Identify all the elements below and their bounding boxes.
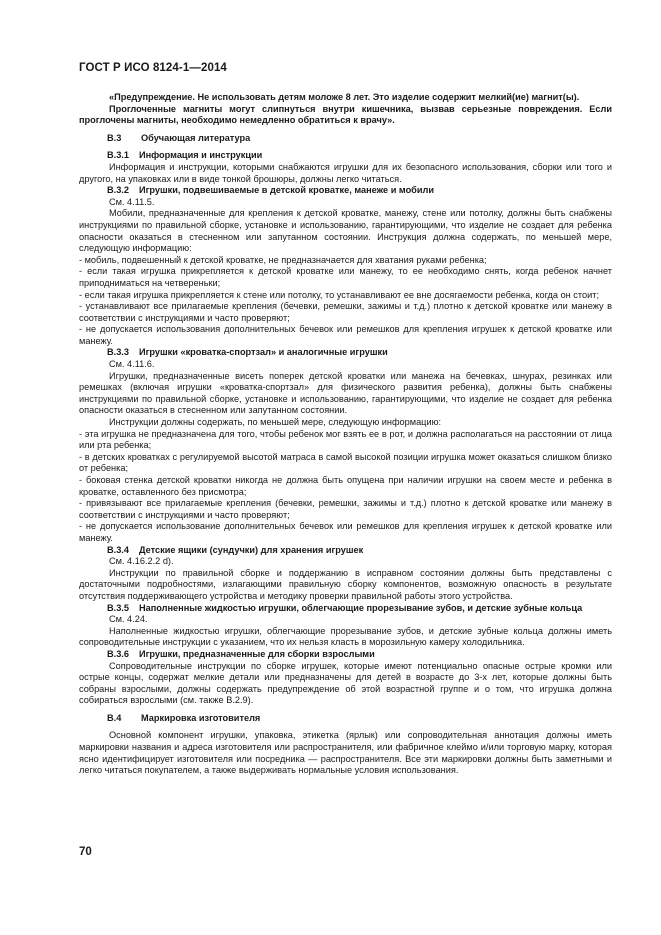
section-b3-heading xyxy=(107,133,612,145)
list-item: - привязывают все прилагаемые крепления (бечевки, ремешки, зажимы и т.д.) плотно к детской кроватке или манежу в соответствии с инструкциями и часто проверяют; xyxy=(79,498,612,520)
paragraph: Мобили, предназначенные для крепления к детской кроватке, манежу, стене или потолку, должны быть снабжены инструкциями по правильной сборке, установке и использованию, гарантирующими, что изделие не создает для ребенка опасности оказаться в стесненном или запутанном состоянии. Инструкция должна содержать, по меньшей мере, следующую информацию: xyxy=(79,208,612,254)
subsection-number: B.3.1 xyxy=(107,150,129,161)
subsection-number: B.3.4 xyxy=(107,544,129,555)
subsection-title: Игрушки, предназначенные для сборки взрослыми xyxy=(138,648,375,659)
paragraph: Основной компонент игрушки, упаковка, этикетка (ярлык) или сопроводительная аннотация должны иметь маркировки названия и адреса изготовителя или распространителя, или фабричное клеймо и/или торговую марку, которая ясно идентифицирует изготовителя или посредника — распространителя. Все эти маркировки должны быть заметными и легко читаться покупателем, а также выдерживать нормальные условия использования. xyxy=(79,730,612,776)
subsection-b36-heading xyxy=(79,649,612,661)
subsection-number: B.3.5 xyxy=(107,602,129,613)
subsection-number: B.3.6 xyxy=(107,648,129,659)
subsection-b34-heading xyxy=(79,545,612,557)
cross-reference: См. 4.11.6. xyxy=(109,359,155,370)
paragraph: Сопроводительные инструкции по сборке игрушек, которые имеют потенциально опасные острые кромки или острые концы, содержат мелкие детали или предназначены для детей в возрасте до 3-х лет, которые должны быть собраны взрослыми, должны содержать предупреждение об этой возрастной группе и о том, что игрушка должна собираться взрослыми (см. также B.2.9). xyxy=(79,660,612,706)
paragraph: Инструкции должны содержать, по меньшей мере, следующую информацию: xyxy=(109,417,442,428)
cross-reference: См. 4.24. xyxy=(109,614,148,625)
section-title: Обучающая литература xyxy=(141,132,251,143)
warning-line-2: Проглоченные магниты могут слипнуться внутри кишечника, вызвав серьезные повреждения. Если проглочены магниты, необходимо немедленно обратиться к врачу». xyxy=(79,103,612,126)
subsection-b35-heading xyxy=(79,603,612,615)
subsection-number: B.3.2 xyxy=(107,185,129,196)
section-number: B.4 xyxy=(107,712,122,723)
list-item: - мобиль, подвешенный к детской кроватке, не предназначается для хватания руками ребенка; xyxy=(79,254,487,265)
subsection-b33-heading xyxy=(79,347,612,359)
subsection-title: Наполненные жидкостью игрушки, облегчающие прорезывание зубов, и детские зубные кольца xyxy=(138,602,583,613)
cross-reference: См. 4.16.2.2 d). xyxy=(109,556,174,567)
page-number: 70 xyxy=(79,846,92,858)
section-b4-heading xyxy=(107,713,612,725)
list-item: - в детских кроватках с регулируемой высотой матраса в самой высокой позиции игрушка может оказаться слишком близко от ребенка; xyxy=(79,451,612,474)
subsection-title: Информация и инструкции xyxy=(138,150,263,161)
list-item: - не допускается использования дополнительных бечевок или ремешков для крепления игрушек к детской кроватке или манежу. xyxy=(79,324,612,346)
subsection-title: Игрушки, подвешиваемые в детской кроватке, манеже и мобили xyxy=(138,185,434,196)
paragraph: Наполненные жидкостью игрушки, облегчающие прорезывание зубов, и детские зубные кольца должны иметь сопроводительные инструкции с указанием, что их нельзя класть в морозильную камеру холодильника. xyxy=(79,625,612,648)
list-item: - не допускается использование дополнительных бечевок или ремешков для крепления игрушек к детской кроватке или манежу. xyxy=(79,521,612,543)
subsection-title: Игрушки «кроватка-спортзал» и аналогичные игрушки xyxy=(138,347,388,358)
list-item: - если такая игрушка прикрепляется к детской кроватке или манежу, то ее необходимо снять, когда ребенок начнет приподниматься на четвереньки; xyxy=(79,266,612,288)
list-item: - эта игрушка не предназначена для того, чтобы ребенок мог взять ее в рот, и должна располагаться на расстоянии от лица или рта ребенка; xyxy=(79,428,612,451)
subsection-b32-heading xyxy=(79,185,612,197)
list-item: - устанавливают все прилагаемые крепления (бечевки, ремешки, зажимы и т.д.) плотно к детской кроватке или манежу в соответствии с инструкциями и часто проверяют; xyxy=(79,301,612,323)
subsection-number: B.3.3 xyxy=(107,347,129,358)
subsection-b31-heading xyxy=(79,150,612,162)
cross-reference: См. 4.11.5. xyxy=(109,196,155,207)
paragraph: Инструкции по правильной сборке и поддержанию в исправном состоянии должны быть представлены с достаточными подробностями, излагающими правильную сборку компонентов, возможную опасность в результате отсутствия поддерживающего устройства и методику проверки правильной работы этого устройства. xyxy=(79,567,612,601)
document-header: ГОСТ Р ИСО 8124-1—2014 xyxy=(79,62,227,74)
paragraph: Информация и инструкции, которыми снабжаются игрушки для их безопасного использования, сборки или того и другого, на упаковках или в виде тонкой брошюры, должны легко читаться. xyxy=(79,161,612,184)
warning-line-1: «Предупреждение. Не использовать детям моложе 8 лет. Это изделие содержит мелкий(ие) магнит(ы). xyxy=(109,92,580,102)
list-item: - боковая стенка детской кроватки никогда не должна быть опущена при наличии игрушки на своем месте и ребенка в кроватке, оставленного без присмотра; xyxy=(79,475,612,497)
list-item: - если такая игрушка прикрепляется к стене или потолку, то устанавливают ее вне досягаемости ребенка, когда он стоит; xyxy=(79,289,600,300)
section-number: B.3 xyxy=(107,132,122,143)
subsection-title: Детские ящики (сундучки) для хранения игрушек xyxy=(138,544,364,555)
section-title: Маркировка изготовителя xyxy=(141,712,261,723)
paragraph: Игрушки, предназначенные висеть поперек детской кроватки или манежа на бечевках, шнурах, резинках или ремешках (включая игрушки «кроватка-спортзал» для физического развития ребенка), должны быть снабжены инструкциями по правильной сборке, установке и использованию, гарантирующими, что изделие не создает для ребенка опасности оказаться в стесненном или запутанном состоянии. xyxy=(79,370,612,416)
page-content xyxy=(79,62,612,777)
